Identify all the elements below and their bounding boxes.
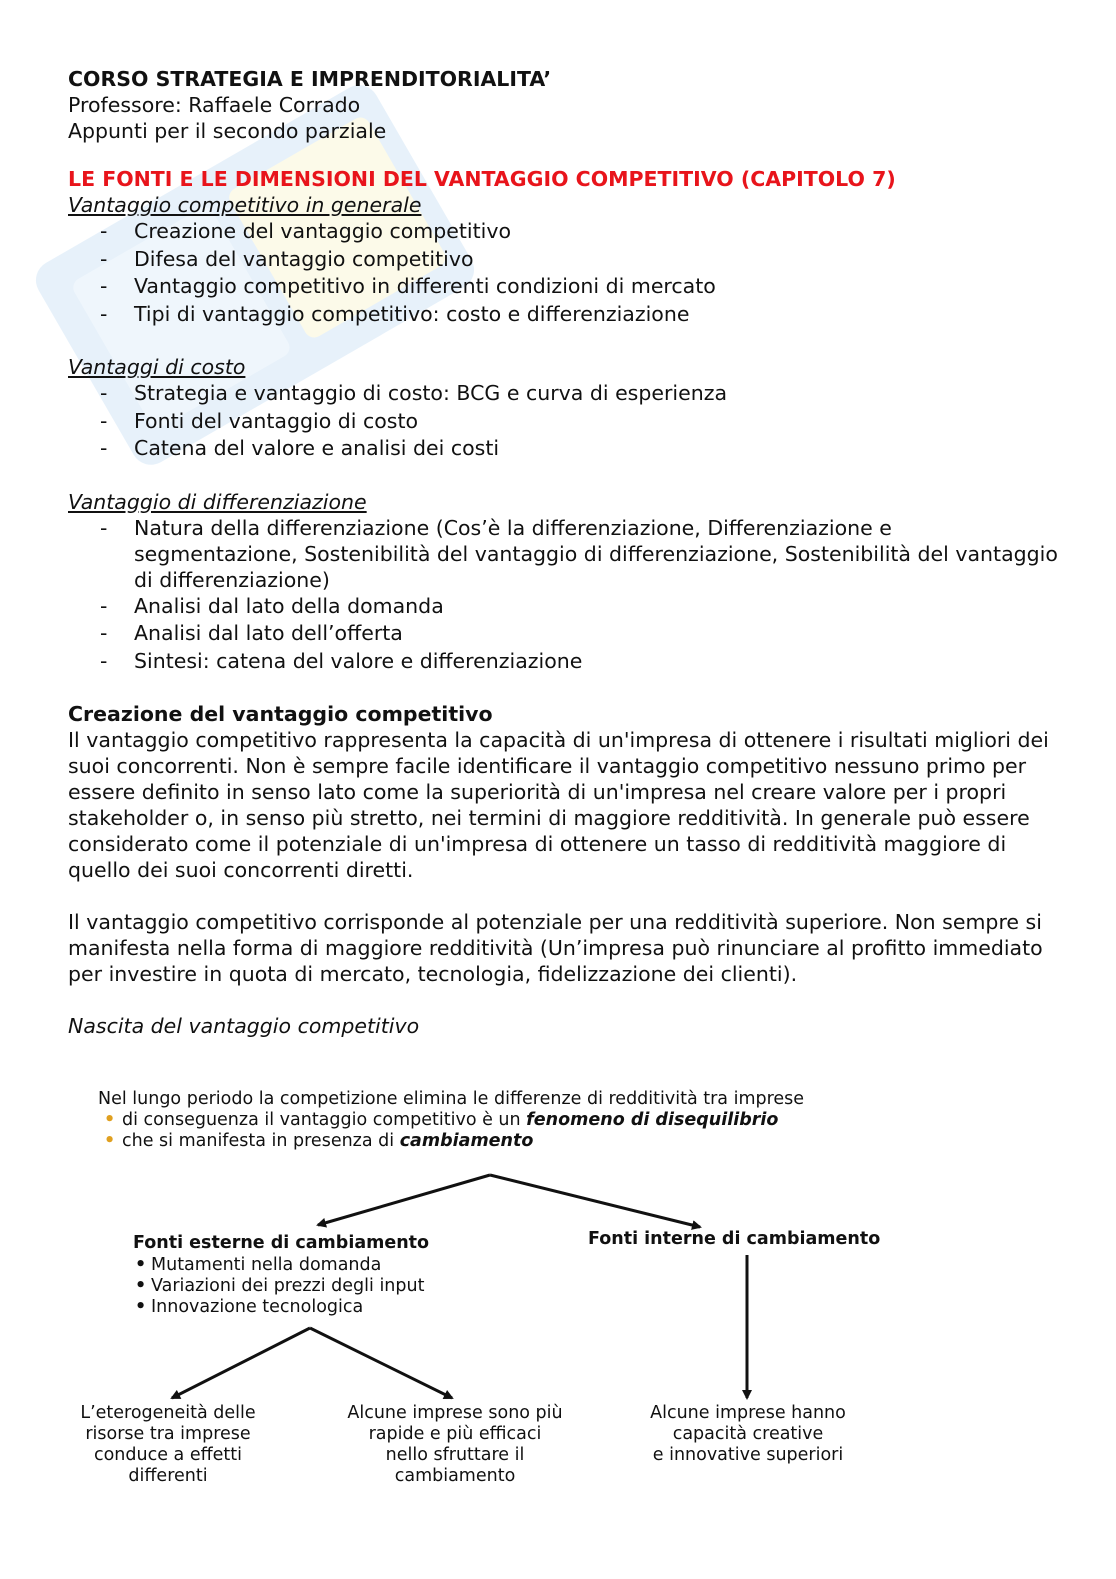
list-item: - Sintesi: catena del valore e differenziazione xyxy=(68,648,1058,674)
outline-list-general xyxy=(68,218,1058,327)
outline-list-cost xyxy=(68,380,1058,461)
list-item: • Variazioni dei prezzi degli input xyxy=(133,1276,429,1297)
notes-line: Appunti per il secondo parziale xyxy=(68,119,387,143)
course-title: CORSO STRATEGIA E IMPRENDITORIALITA’ xyxy=(68,67,552,91)
outcome-speed: Alcune imprese sono più rapide e più efficaci nello sfruttare il cambiamento xyxy=(347,1403,563,1486)
diagram-intro: Nel lungo periodo la competizione elimina le differenze di redditività tra imprese • di conseguenza il vantaggio competitivo è un fenomeno di disequilibrio • che si manifesta in presenza di cambiamento xyxy=(98,1089,804,1152)
outline-heading-differentiation: Vantaggio di differenziazione xyxy=(68,489,367,514)
list-item: • Mutamenti nella domanda xyxy=(133,1255,429,1276)
diagram-bullet: • che si manifesta in presenza di cambiamento xyxy=(98,1131,804,1152)
list-item: - Strategia e vantaggio di costo: BCG e curva di esperienza xyxy=(68,380,1058,406)
arrow-to-external xyxy=(318,1175,490,1225)
diagram-heading: Nascita del vantaggio competitivo xyxy=(68,1014,420,1038)
document-page xyxy=(68,66,1058,1039)
list-item: - Tipi di vantaggio competitivo: costo e differenziazione xyxy=(68,301,1058,327)
section-title: Creazione del vantaggio competitivo xyxy=(68,702,493,726)
list-item: - Natura della differenziazione (Cos’è la differenziazione, Differenziazione e segmentazione, Sostenibilità del vantaggio di differenziazione, Sostenibilità del vantaggio di differenziazione) xyxy=(68,515,1058,593)
external-sources-box: Fonti esterne di cambiamento • Mutamenti nella domanda • Variazioni dei prezzi degli input • Innovazione tecnologica xyxy=(133,1233,429,1318)
list-item: - Difesa del vantaggio competitivo xyxy=(68,246,1058,272)
section-paragraph-1: Il vantaggio competitivo rappresenta la capacità di un'impresa di ottenere i risultati migliori dei suoi concorrenti. Non è sempre facile identificare il vantaggio competitivo nessuno primo per essere definito in senso lato come la superiorità di un'impresa nel creare valore per i propri stakeholder o, in senso più stretto, nei termini di maggiore redditività. In generale può essere considerato come il potenziale di un'impresa di ottenere un tasso di redditività maggiore di quello dei suoi concorrenti diretti. xyxy=(68,728,1049,882)
professor-line: Professore: Raffaele Corrado xyxy=(68,93,361,117)
list-item: - Fonti del vantaggio di costo xyxy=(68,408,1058,434)
outline-heading-general: Vantaggio competitivo in generale xyxy=(68,193,422,217)
chapter-title: LE FONTI E LE DIMENSIONI DEL VANTAGGIO COMPETITIVO (CAPITOLO 7) xyxy=(68,167,896,191)
competitive-advantage-diagram xyxy=(0,1085,1116,1505)
list-item: - Analisi dal lato della domanda xyxy=(68,593,1058,619)
outcome-heterogeneity: L’eterogeneità delle risorse tra imprese conduce a effetti differenti xyxy=(80,1403,256,1486)
internal-sources-title: Fonti interne di cambiamento xyxy=(588,1229,881,1249)
section-paragraph-2: Il vantaggio competitivo corrisponde al potenziale per una redditività superiore. Non sempre si manifesta nella forma di maggiore redditività (Un’impresa può rinunciare al profitto immediato per investire in quota di mercato, tecnologia, fidelizzazione dei clienti). xyxy=(68,910,1043,986)
diagram-bullet: • di conseguenza il vantaggio competitivo è un fenomeno di disequilibrio xyxy=(98,1110,804,1131)
list-item: - Creazione del vantaggio competitivo xyxy=(68,218,1058,244)
outline-heading-cost: Vantaggi di costo xyxy=(68,355,246,379)
arrow-to-outcome-1 xyxy=(172,1328,310,1398)
arrow-to-outcome-2 xyxy=(310,1328,452,1398)
list-item: - Catena del valore e analisi dei costi xyxy=(68,435,1058,461)
list-item: • Innovazione tecnologica xyxy=(133,1297,429,1318)
list-item: - Vantaggio competitivo in differenti condizioni di mercato xyxy=(68,273,1058,299)
arrow-to-internal xyxy=(490,1175,700,1227)
outline-list-differentiation xyxy=(68,515,1058,674)
outcome-creative: Alcune imprese hanno capacità creative e innovative superiori xyxy=(650,1403,846,1465)
list-item: - Analisi dal lato dell’offerta xyxy=(68,620,1058,646)
